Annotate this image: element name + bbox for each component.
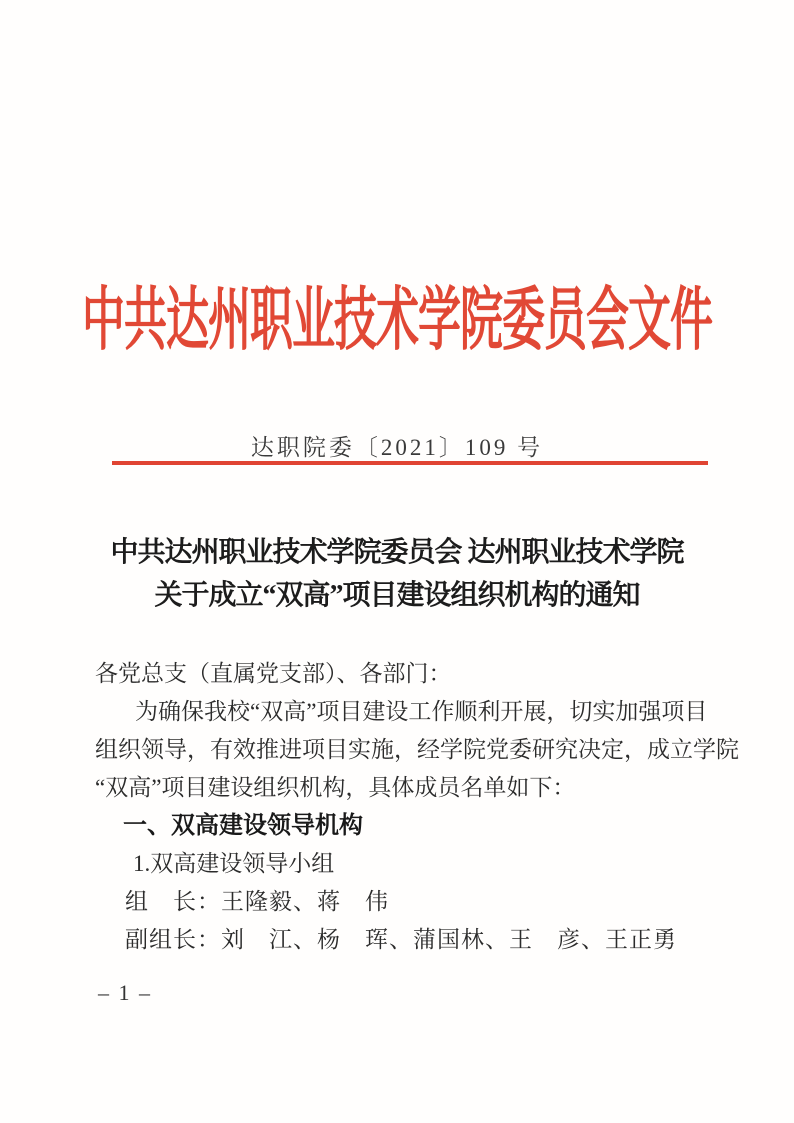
subsection-heading: 1.双高建设领导小组 bbox=[133, 851, 335, 876]
document-title-line2: 关于成立“双高”项目建设组织机构的通知 bbox=[154, 580, 640, 611]
document-title bbox=[0, 531, 794, 617]
paragraph-line: 组织领导，有效推进项目实施，经学院党委研究决定，成立学院 bbox=[95, 737, 739, 762]
paragraph-line: 为确保我校“双高”项目建设工作顺利开展，切实加强项目 bbox=[135, 699, 708, 724]
paragraph-line: “双高”项目建设组织机构，具体成员名单如下： bbox=[95, 775, 576, 800]
page-number: – 1 – bbox=[98, 980, 152, 1005]
document-body bbox=[95, 655, 739, 959]
section-heading: 一、双高建设领导机构 bbox=[123, 812, 363, 839]
red-divider-line bbox=[112, 461, 708, 465]
document-number: 达职院委〔2021〕109 号 bbox=[250, 435, 544, 460]
role-line-deputy: 副组长：刘 江、杨 珲、蒲国林、王 彦、王正勇 bbox=[125, 927, 677, 952]
red-header-title: 中共达州职业技术学院委员会文件 bbox=[82, 283, 712, 359]
role-line-leader: 组 长：王隆毅、蒋 伟 bbox=[125, 889, 389, 914]
document-title-line1: 中共达州职业技术学院委员会 达州职业技术学院 bbox=[110, 537, 684, 568]
salutation: 各党总支（直属党支部）、各部门： bbox=[95, 661, 452, 686]
